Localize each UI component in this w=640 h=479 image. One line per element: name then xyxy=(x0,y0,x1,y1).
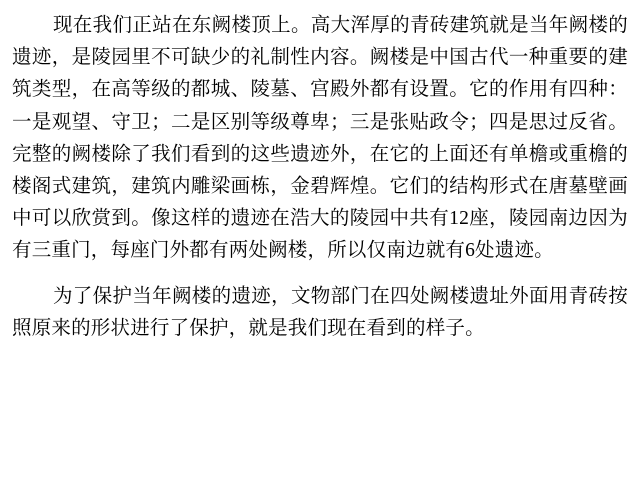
paragraph-1: 现在我们正站在东阙楼顶上。高大浑厚的青砖建筑就是当年阙楼的遗迹，是陵园里不可缺少的礼制性内容。阙楼是中国古代一种重要的建筑类型，在高等级的都城、陵墓、宫殿外都有设置。它的作用有四种：一是观望、守卫；二是区别等级尊卑；三是张贴政令；四是思过反省。完整的阙楼除了我们看到的这些遗迹外，在它的上面还有单檐或重檐的楼阁式建筑，建筑内雕梁画栋，金碧辉煌。它们的结构形式在唐墓壁画中可以欣赏到。像这样的遗迹在浩大的陵园中共有12座，陵园南边因为有三重门，每座门外都有两处阙楼，所以仅南边就有6处遗迹。 xyxy=(12,15,628,262)
paragraph-2: 为了保护当年阙楼的遗迹，文物部门在四处阙楼遗址外面用青砖按照原来的形状进行了保护，就是我们现在看到的样子。 xyxy=(12,285,628,339)
